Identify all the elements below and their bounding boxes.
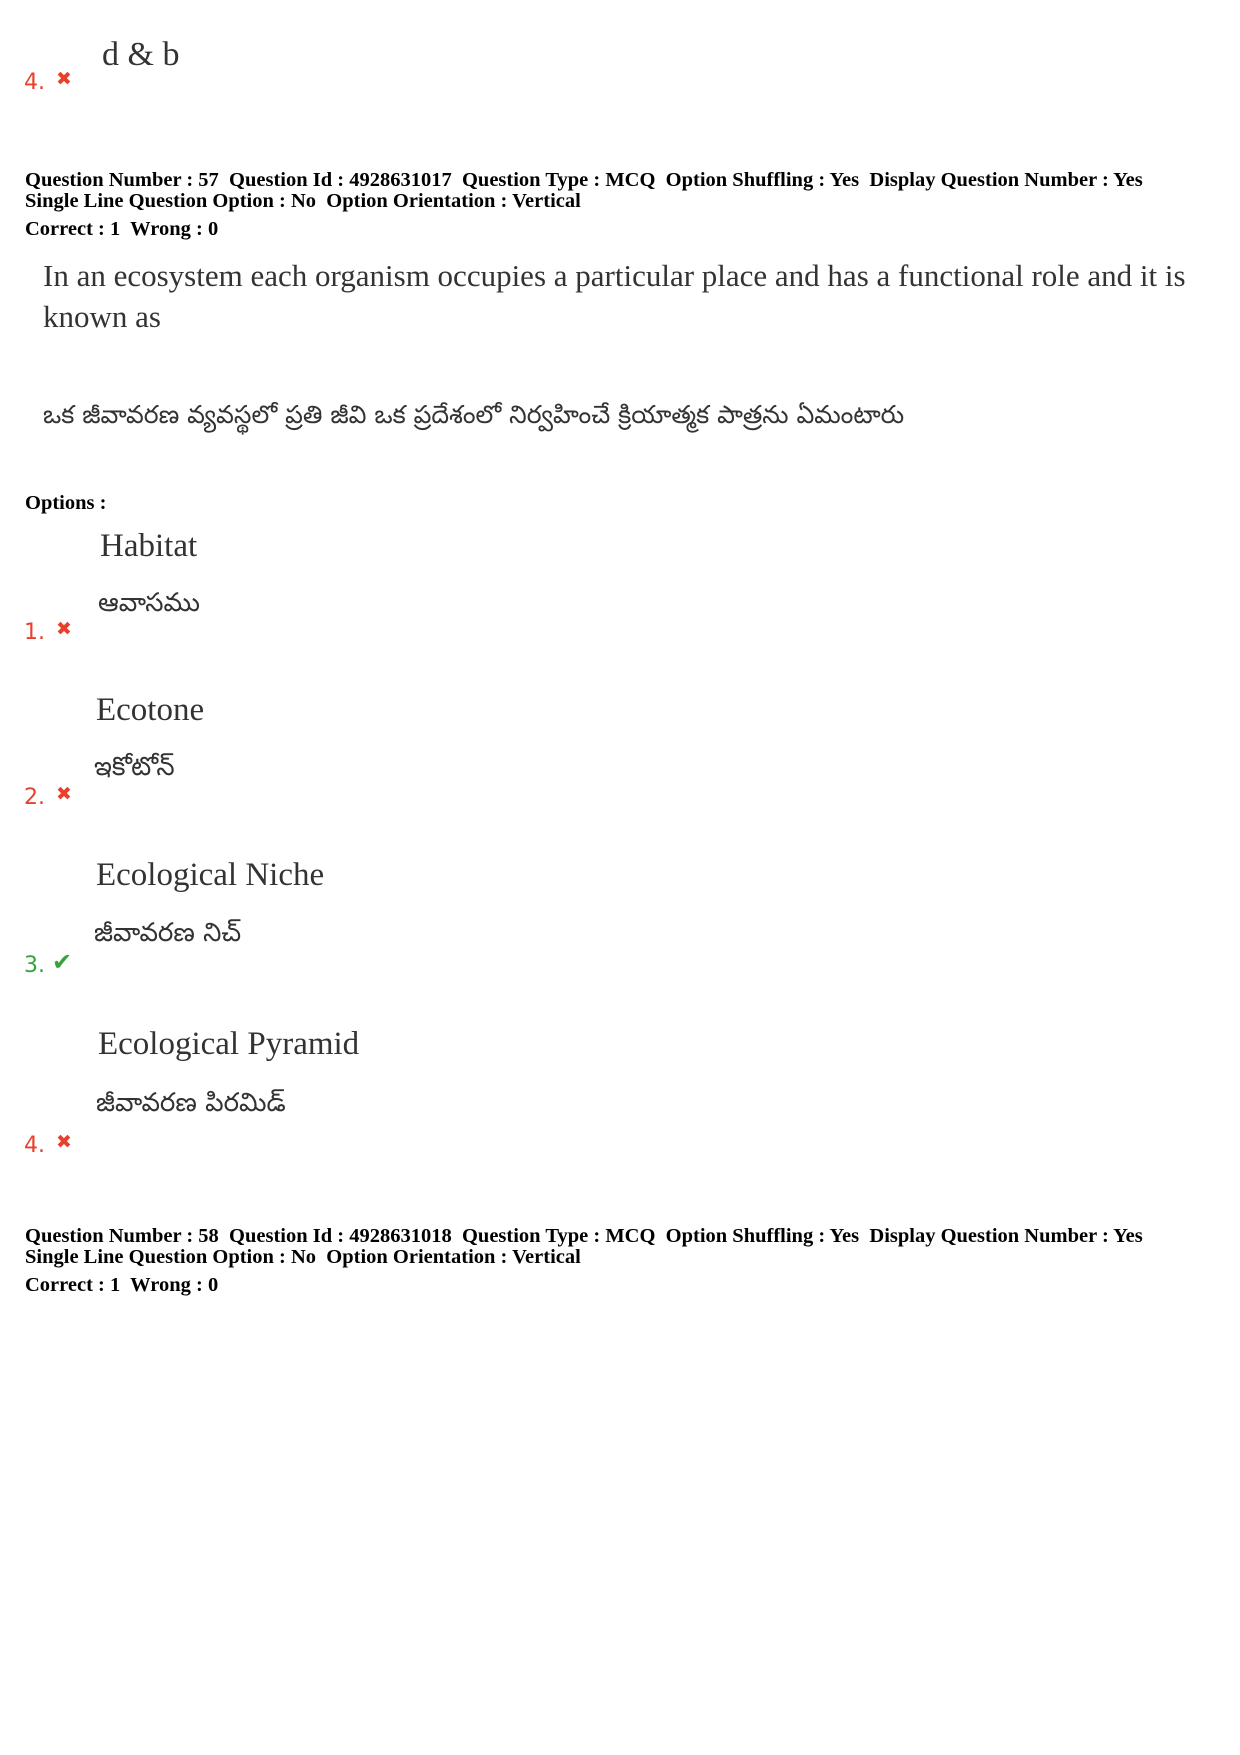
option-text-te: ఆవాసము	[98, 588, 200, 618]
option-number: 3.	[24, 953, 45, 978]
cross-icon: ✖	[56, 618, 72, 640]
option-number: 4.	[24, 70, 45, 95]
option-text-te: ఇకోటోన్	[94, 752, 175, 782]
question-meta-line1: Question Number : 57 Question Id : 4928631017 Question Type : MCQ Option Shuffling : Yes Display Question Number : Yes	[25, 169, 1143, 191]
options-label: Options :	[25, 492, 107, 514]
question-marks: Correct : 1 Wrong : 0	[25, 1274, 219, 1296]
question-text-te: ఒక జీవావరణ వ్యవస్థలో ప్రతి జీవి ఒక ప్రదేశంలో నిర్వహించే క్రియాత్మక పాత్రను ఏమంటారు	[43, 400, 905, 429]
option-text-te: జీవావరణ పిరమిడ్	[96, 1088, 286, 1118]
option-text-en: Ecotone	[96, 692, 205, 728]
option-text-en: Ecological Pyramid	[98, 1026, 360, 1062]
option-text-en: Habitat	[100, 528, 198, 564]
question-meta-line2: Single Line Question Option : No Option Orientation : Vertical	[25, 190, 581, 212]
option-number: 2.	[24, 785, 45, 810]
option-text: d & b	[102, 36, 180, 73]
option-text-te: జీవావరణ నిచ్	[94, 918, 242, 948]
question-meta-line2: Single Line Question Option : No Option Orientation : Vertical	[25, 1246, 581, 1268]
question-text-en: In an ecosystem each organism occupies a particular place and has a functional role and it is known as	[43, 258, 1186, 334]
question-marks: Correct : 1 Wrong : 0	[25, 218, 219, 240]
cross-icon: ✖	[56, 783, 72, 805]
cross-icon: ✖	[56, 68, 72, 90]
option-text-en: Ecological Niche	[96, 857, 325, 893]
option-number: 4.	[24, 1133, 45, 1158]
option-number: 1.	[24, 620, 45, 645]
question-meta-line1: Question Number : 58 Question Id : 4928631018 Question Type : MCQ Option Shuffling : Yes Display Question Number : Yes	[25, 1225, 1143, 1247]
check-icon: ✔	[52, 948, 73, 976]
cross-icon: ✖	[56, 1131, 72, 1153]
